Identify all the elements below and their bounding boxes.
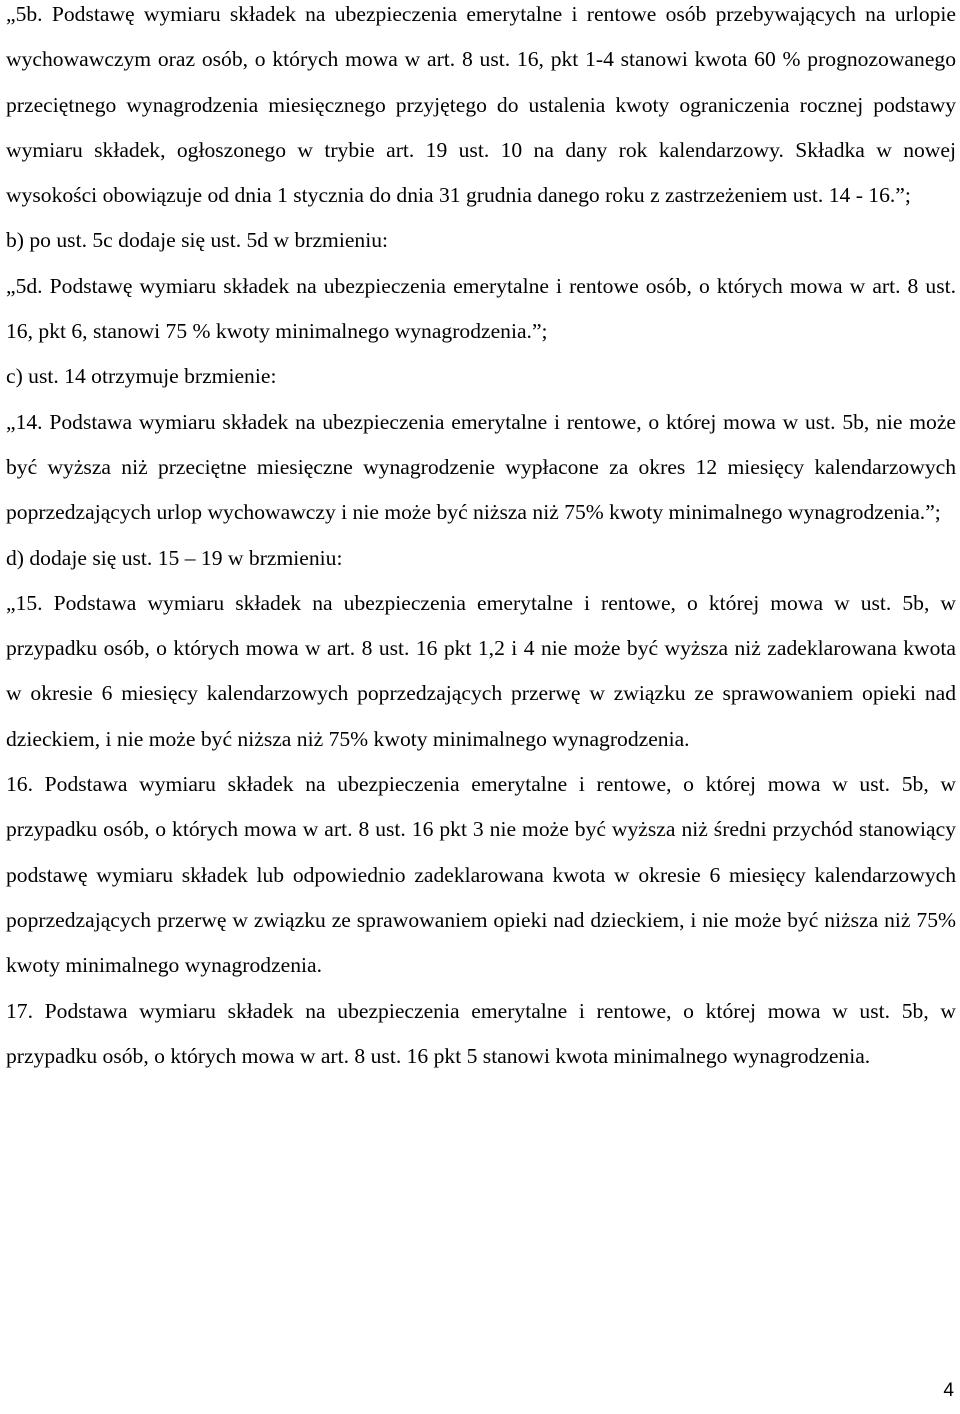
paragraph-17: 17. Podstawa wymiaru składek na ubezpieczenia emerytalne i rentowe, o której mowa w ust. 5b, w przypadku osób, o których mowa w art. 8 ust. 16 pkt 5 stanowi kwota minimalnego wynagrodzenia. <box>6 998 956 1068</box>
paragraph-5d: „5d. Podstawę wymiaru składek na ubezpieczenia emerytalne i rentowe osób, o których mowa w art. 8 ust. 16, pkt 6, stanowi 75 % kwoty minimalnego wynagrodzenia.”; <box>6 273 956 344</box>
paragraph-item-d: d) dodaje się ust. 15 – 19 w brzmieniu: <box>6 545 343 570</box>
document-page <box>6 0 956 1079</box>
paragraph-16: 16. Podstawa wymiaru składek na ubezpieczenia emerytalne i rentowe, o której mowa w ust. 5b, w przypadku osób, o których mowa w art. 8 ust. 16 pkt 3 nie może być wyższa niż średni przychód stanowiący podstawę wymiaru składek lub odpowiednio zadeklarowana kwota w okresie 6 miesięcy kalendarzowych poprzedzających przerwę w związku ze sprawowaniem opieki nad dzieckiem, i nie może być niższa niż 75% kwoty minimalnego wynagrodzenia. <box>6 772 956 978</box>
paragraph-15: „15. Podstawa wymiaru składek na ubezpieczenia emerytalne i rentowe, o której mowa w ust. 5b, w przypadku osób, o których mowa w art. 8 ust. 16 pkt 1,2 i 4 nie może być wyższa niż zadeklarowana kwota w okresie 6 miesięcy kalendarzowych poprzedzających przerwę w związku ze sprawowaniem opieki nad dzieckiem, i nie może być niższa niż 75% kwoty minimalnego wynagrodzenia. <box>6 590 956 751</box>
paragraph-14: „14. Podstawa wymiaru składek na ubezpieczenia emerytalne i rentowe, o której mowa w ust. 5b, nie może być wyższa niż przeciętne miesięczne wynagrodzenie wypłacone za okres 12 miesięcy kalendarzowych poprzedzających urlop wychowawczy i nie może być niższa niż 75% kwoty minimalnego wynagrodzenia.”; <box>6 409 956 525</box>
page-number: 4 <box>943 1380 954 1401</box>
paragraph-item-c: c) ust. 14 otrzymuje brzmienie: <box>6 364 277 389</box>
paragraph-item-b: b) po ust. 5c dodaje się ust. 5d w brzmieniu: <box>6 228 389 253</box>
paragraph-5b: „5b. Podstawę wymiaru składek na ubezpieczenia emerytalne i rentowe osób przebywających na urlopie wychowawczym oraz osób, o których mowa w art. 8 ust. 16, pkt 1-4 stanowi kwota 60 % prognozowanego przeciętnego wynagrodzenia miesięcznego przyjętego do ustalenia kwoty ograniczenia rocznej podstawy wymiaru składek, ogłoszonego w trybie art. 19 ust. 10 na dany rok kalendarzowy. Składka w nowej wysokości obowiązuje od dnia 1 stycznia do dnia 31 grudnia danego roku z zastrzeżeniem ust. 14 - 16.”; <box>6 2 956 208</box>
